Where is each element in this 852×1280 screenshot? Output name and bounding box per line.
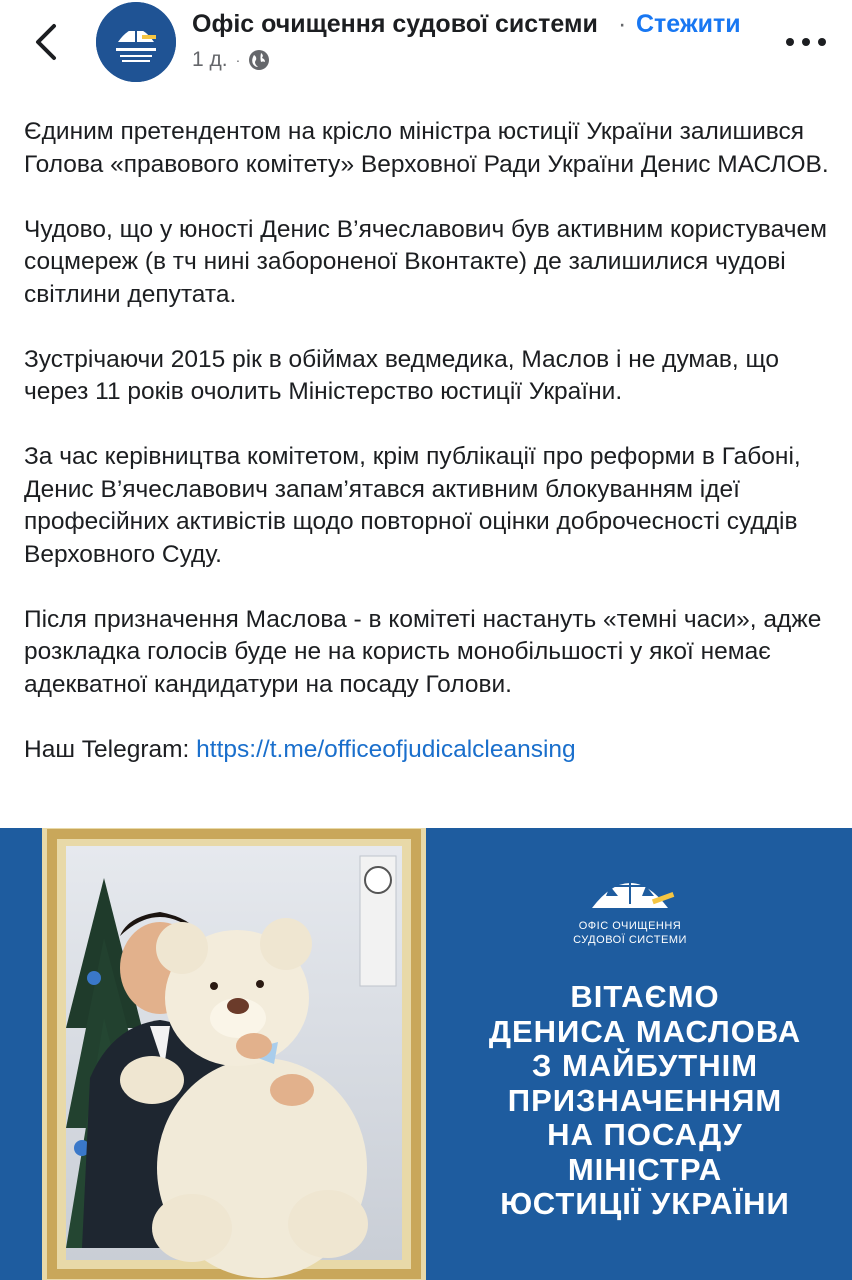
headline-line: ВІТАЄМО [570,979,720,1014]
image-headline [446,980,844,1222]
post-image[interactable] [0,828,852,1280]
post-body [24,116,834,799]
post-meta [192,48,270,72]
post-paragraph: Єдиним претендентом на крісло міністра юстиції України залишився Голова «правового комітету» Верховної Ради України Денис МАСЛОВ. [24,118,829,178]
headline-line: ПРИЗНАЧЕННЯМ [507,1082,783,1118]
headline-line: ЮСТИЦІЇ УКРАЇНИ [500,1186,790,1221]
post-time[interactable]: 1 д. [192,48,228,71]
follow-button[interactable]: Стежити [636,10,741,38]
post-paragraph: За час керівництва комітетом, крім публікації про реформи в Габоні, Денис В’ячеславович запам’ятався активним блокуванням ідеї професійних активістів щодо повторної оцінки доброчесності суддів Верховного Суду. [24,443,801,568]
more-options-button[interactable] [782,28,830,52]
globe-icon [248,49,270,71]
framed-photo [42,828,426,1280]
logo-line-1: ОФІС ОЧИЩЕННЯ [578,920,682,932]
telegram-label: Наш Telegram: [24,735,197,763]
telegram-link[interactable]: https://t.me/officeofjudicalcleansing [196,735,576,763]
avatar-logo-image [96,2,176,82]
headline-line: ДЕНИСА МАСЛОВА [488,1013,802,1049]
meta-separator: · [235,52,241,68]
telegram-line [24,734,834,767]
title-separator: · [618,10,627,38]
more-horizontal-icon [782,28,830,52]
post-paragraph: Після призначення Маслова - в комітеті настануть «темні часи», адже розкладка голосів буде не на користь монобільшості у якої немає адекватної кандидатури на посаду Голови. [24,605,822,698]
logo-line-2: СУДОВОЇ СИСТЕМИ [573,934,687,946]
page-name-link[interactable]: Офіс очищення судової системи [192,10,598,38]
headline-line: НА ПОСАДУ [547,1117,743,1152]
scales-of-justice-icon [582,864,678,914]
page-avatar[interactable] [96,2,176,82]
back-button[interactable] [28,20,68,64]
headline-line: З МАЙБУТНІМ [531,1048,759,1083]
post-paragraph: Чудово, що у юності Денис В’ячеславович був активним користувачем соцмереж (в тч нині забороненої Вконтакте) де залишилися чудові світлини депутата. [24,215,827,308]
chevron-left-icon [28,20,68,64]
headline-line: МІНІСТРА [567,1151,723,1187]
post-paragraph: Зустрічаючи 2015 рік в обіймах ведмедика, Маслов і не думав, що через 11 років очолить Міністерство юстиції України. [24,345,780,405]
post-header [0,0,852,96]
